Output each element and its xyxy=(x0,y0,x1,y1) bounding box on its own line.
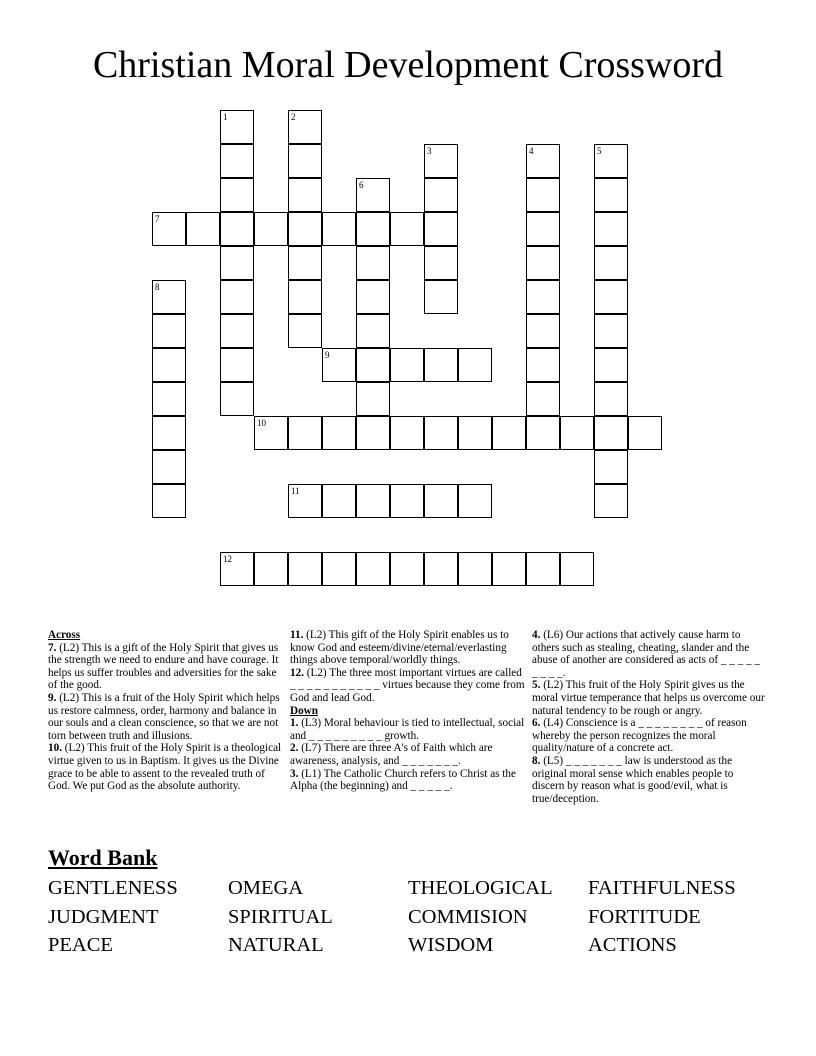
clue-number: 11 xyxy=(291,486,300,496)
clues-column-3 xyxy=(532,629,768,805)
crossword-cell[interactable] xyxy=(322,484,356,518)
crossword-cell[interactable] xyxy=(220,212,254,246)
clues-column-1 xyxy=(48,629,282,793)
crossword-cell[interactable] xyxy=(152,416,186,450)
clue-number: 10 xyxy=(257,418,266,428)
crossword-cell[interactable] xyxy=(424,212,458,246)
crossword-cell[interactable] xyxy=(594,348,628,382)
crossword-cell[interactable] xyxy=(220,246,254,280)
word-bank-item: OMEGA xyxy=(228,877,304,899)
crossword-cell[interactable] xyxy=(152,382,186,416)
crossword-cell[interactable] xyxy=(458,484,492,518)
clue-number: 12 xyxy=(223,554,232,564)
word-bank-item: GENTLENESS xyxy=(48,877,178,899)
clue-down-1: 1. (L3) Moral behaviour is tied to intellectual, social and _ _ _ _ _ _ _ _ _ growth. xyxy=(290,717,525,742)
crossword-cell[interactable] xyxy=(152,348,186,382)
crossword-cell[interactable] xyxy=(356,314,390,348)
crossword-cell[interactable] xyxy=(492,416,526,450)
crossword-cell[interactable] xyxy=(390,348,424,382)
word-bank xyxy=(48,874,788,960)
down-header: Down xyxy=(290,704,318,717)
crossword-cell[interactable] xyxy=(424,178,458,212)
word-bank-item: COMMISION xyxy=(408,905,528,928)
crossword-cell[interactable] xyxy=(322,212,356,246)
clues-column-2 xyxy=(290,629,526,793)
clue-across-10: 10. (L2) This fruit of the Holy Spirit is a theological virtue given to us in Baptism. It gives us the Divine grace to be able to assent to the revealed truth of God. We put God as the absolute authority. xyxy=(48,742,282,793)
crossword-cell[interactable] xyxy=(186,212,220,246)
crossword-cell[interactable] xyxy=(526,416,560,450)
clue-across-11: 11. (L2) This gift of the Holy Spirit enables us to know God and esteem/divine/eternal/everlasting things above temporal/worldly things. xyxy=(290,629,509,667)
crossword-cell[interactable] xyxy=(288,144,322,178)
crossword-cell[interactable] xyxy=(356,416,390,450)
clue-down-2: 2. (L7) There are three A's of Faith which are awareness, analysis, and _ _ _ _ _ _ _. xyxy=(290,742,493,767)
crossword-cell[interactable] xyxy=(628,416,662,450)
clue-number: 7 xyxy=(155,214,160,224)
crossword-cell[interactable] xyxy=(526,382,560,416)
crossword-cell[interactable] xyxy=(356,178,390,212)
crossword-cell[interactable] xyxy=(594,178,628,212)
clue-number: 3 xyxy=(427,146,432,156)
clue-down-8: 8. (L5) _ _ _ _ _ _ _ law is understood as the original moral sense which enables people to discern by reason what is good/evil, what is true/deception. xyxy=(532,754,734,805)
crossword-cell[interactable] xyxy=(424,144,458,178)
crossword-cell[interactable] xyxy=(322,552,356,586)
clue-number: 8 xyxy=(155,282,160,292)
crossword-cell[interactable] xyxy=(526,212,560,246)
crossword-cell[interactable] xyxy=(526,144,560,178)
crossword-cell[interactable] xyxy=(152,314,186,348)
word-bank-item: FORTITUDE xyxy=(588,905,701,928)
crossword-cell[interactable] xyxy=(220,280,254,314)
crossword-cell[interactable] xyxy=(356,484,390,518)
clue-across-12: 12. (L2) The three most important virtues are called _ _ _ _ _ _ _ _ _ _ _ virtues because they come from God and lead God. xyxy=(290,666,525,704)
crossword-cell[interactable] xyxy=(594,246,628,280)
crossword-cell[interactable] xyxy=(594,484,628,518)
crossword-cell[interactable] xyxy=(322,416,356,450)
crossword-cell[interactable] xyxy=(390,484,424,518)
crossword-cell[interactable] xyxy=(458,552,492,586)
clue-number: 5 xyxy=(597,146,602,156)
clue-down-6: 6. (L4) Conscience is a _ _ _ _ _ _ _ _ of reason whereby the person recognizes the moral quality/nature of a concrete act. xyxy=(532,717,747,755)
crossword-cell[interactable] xyxy=(220,314,254,348)
across-header: Across xyxy=(48,629,81,641)
crossword-cell[interactable] xyxy=(288,212,322,246)
crossword-cell[interactable] xyxy=(390,212,424,246)
crossword-cell[interactable] xyxy=(288,314,322,348)
crossword-cell[interactable] xyxy=(356,348,390,382)
crossword-cell[interactable] xyxy=(220,348,254,382)
crossword-cell[interactable] xyxy=(594,212,628,246)
crossword-cell[interactable] xyxy=(152,484,186,518)
crossword-cell[interactable] xyxy=(220,178,254,212)
crossword-cell[interactable] xyxy=(424,552,458,586)
clue-number: 4 xyxy=(529,146,534,156)
clue-down-4: 4. (L6) Our actions that actively cause harm to others such as stealing, cheating, slander and the abuse of another are considered as acts of _ _ _ _ _ _ _ _ _. xyxy=(532,629,761,679)
crossword-cell[interactable] xyxy=(220,552,254,586)
crossword-cell[interactable] xyxy=(152,280,186,314)
crossword-cell[interactable] xyxy=(424,484,458,518)
crossword-cell[interactable] xyxy=(560,552,594,586)
crossword-cell[interactable] xyxy=(560,416,594,450)
crossword-cell[interactable] xyxy=(288,178,322,212)
crossword-cell[interactable] xyxy=(526,552,560,586)
clue-number: 1 xyxy=(223,112,228,122)
crossword-cell[interactable] xyxy=(288,280,322,314)
crossword-cell[interactable] xyxy=(594,314,628,348)
crossword-cell[interactable] xyxy=(594,144,628,178)
word-bank-item: ACTIONS xyxy=(588,934,677,956)
word-bank-item: SPIRITUAL xyxy=(228,905,333,928)
crossword-cell[interactable] xyxy=(390,552,424,586)
crossword-cell[interactable] xyxy=(356,246,390,280)
crossword-cell[interactable] xyxy=(424,416,458,450)
crossword-cell[interactable] xyxy=(526,246,560,280)
crossword-cell[interactable] xyxy=(356,552,390,586)
crossword-cell[interactable] xyxy=(424,280,458,314)
clue-down-3: 3. (L1) The Catholic Church refers to Christ as the Alpha (the beginning) and _ _ _ _ _. xyxy=(290,767,516,793)
word-bank-title: Word Bank xyxy=(48,845,158,870)
clue-down-5: 5. (L2) This fruit of the Holy Spirit gives us the moral virtue temperance that helps us overcome our natural tendency to be rough or angry. xyxy=(532,679,765,717)
clue-across-7: 7. (L2) This is a gift of the Holy Spirit that gives us the strength we need to endure and have courage. It helps us suffer troubles and adversities for the sake of the good. xyxy=(48,641,279,692)
clue-number: 2 xyxy=(291,112,296,122)
crossword-cell[interactable] xyxy=(254,416,288,450)
crossword-cell[interactable] xyxy=(220,382,254,416)
crossword-cell[interactable] xyxy=(288,416,322,450)
crossword-cell[interactable] xyxy=(288,484,322,518)
crossword-cell[interactable] xyxy=(288,110,322,144)
crossword-cell[interactable] xyxy=(526,280,560,314)
crossword-cell[interactable] xyxy=(356,382,390,416)
crossword-cell[interactable] xyxy=(424,246,458,280)
word-bank-item: THEOLOGICAL xyxy=(408,877,553,899)
page-title: Christian Moral Development Crossword xyxy=(92,44,724,86)
crossword-cell[interactable] xyxy=(220,144,254,178)
word-bank-item: JUDGMENT xyxy=(48,905,159,928)
crossword-cell[interactable] xyxy=(594,280,628,314)
crossword-cell[interactable] xyxy=(526,178,560,212)
word-bank-item: PEACE xyxy=(48,934,113,956)
crossword-cell[interactable] xyxy=(526,348,560,382)
crossword-cell[interactable] xyxy=(152,212,186,246)
crossword-cell[interactable] xyxy=(254,552,288,586)
word-bank-item: NATURAL xyxy=(228,934,324,956)
clue-across-9: 9. (L2) This is a fruit of the Holy Spirit which helps us restore calmness, order, harmony and balance in our souls and a clean conscience, so that we are not torn between truth and illusions. xyxy=(48,691,280,742)
crossword-cell[interactable] xyxy=(458,348,492,382)
crossword-cell[interactable] xyxy=(152,450,186,484)
crossword-cell[interactable] xyxy=(356,280,390,314)
crossword-cell[interactable] xyxy=(356,212,390,246)
crossword-cell[interactable] xyxy=(322,348,356,382)
crossword-cell[interactable] xyxy=(288,246,322,280)
crossword-cell[interactable] xyxy=(288,552,322,586)
crossword-cell[interactable] xyxy=(526,314,560,348)
clue-number: 9 xyxy=(325,350,330,360)
crossword-cell[interactable] xyxy=(492,552,526,586)
crossword-cell[interactable] xyxy=(424,348,458,382)
crossword-cell[interactable] xyxy=(594,416,628,450)
clue-number: 6 xyxy=(359,180,364,190)
crossword-cell[interactable] xyxy=(594,382,628,416)
crossword-cell[interactable] xyxy=(254,212,288,246)
crossword-cell[interactable] xyxy=(390,416,424,450)
crossword-cell[interactable] xyxy=(458,416,492,450)
word-bank-item: FAITHFULNESS xyxy=(588,877,736,899)
crossword-cell[interactable] xyxy=(220,110,254,144)
word-bank-item: WISDOM xyxy=(408,934,494,956)
crossword-cell[interactable] xyxy=(594,450,628,484)
